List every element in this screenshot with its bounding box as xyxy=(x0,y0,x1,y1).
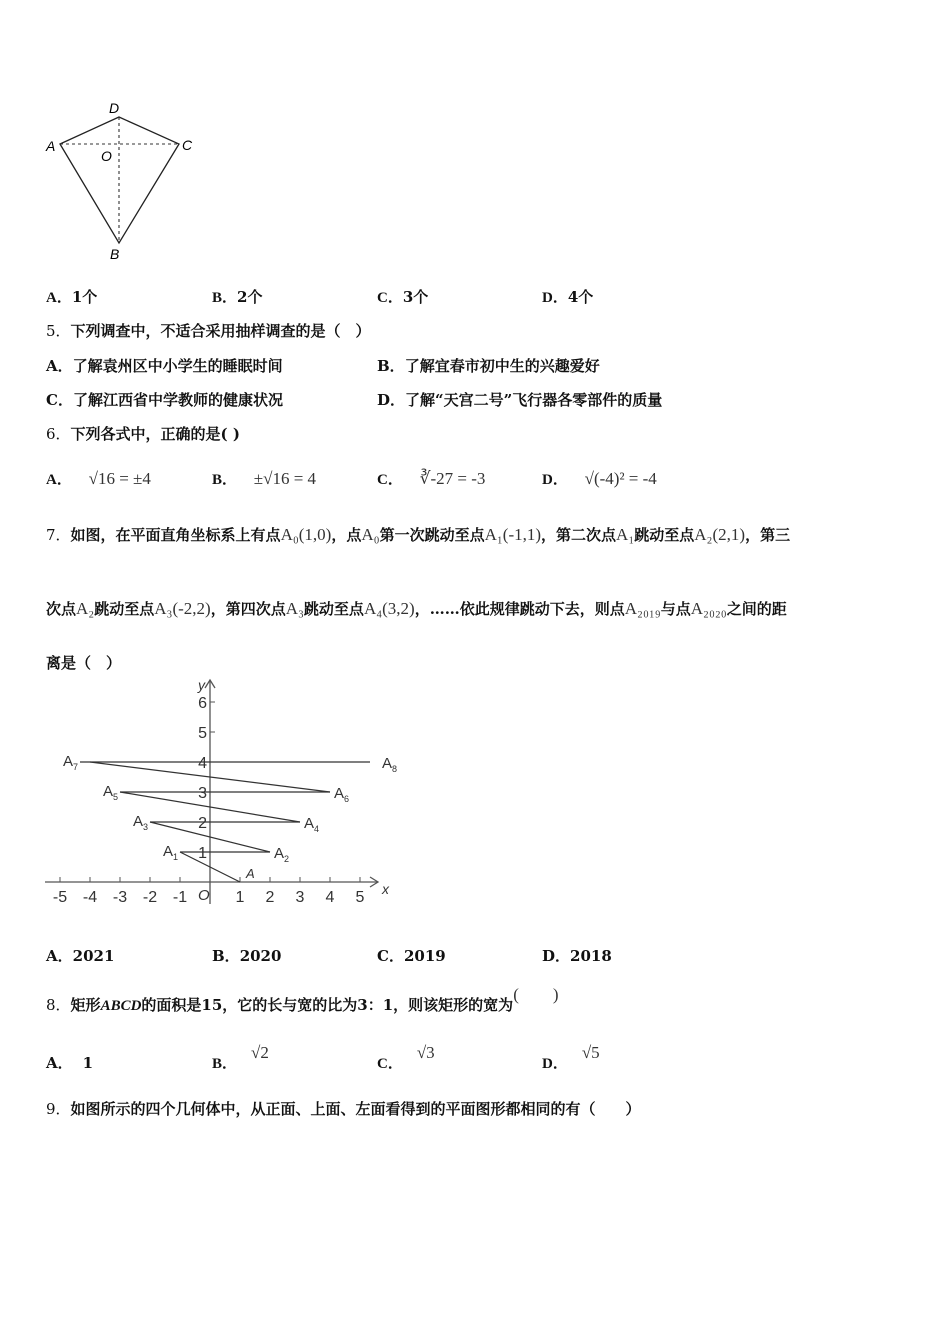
point-label: $A_3$ xyxy=(132,813,148,832)
q7-text: 第一次跳动至点 xyxy=(379,526,485,544)
question-number: 5． xyxy=(46,322,71,340)
option-formula: √16 = ±4 xyxy=(88,469,151,488)
q4-option-d[interactable] xyxy=(542,286,593,307)
q7-text: 跳动至点 xyxy=(634,526,695,544)
q4-option-c[interactable] xyxy=(377,286,428,307)
x-tick-label: 2 xyxy=(265,889,275,906)
q7-text: 与点 xyxy=(660,600,691,618)
x-tick-label: -1 xyxy=(172,889,188,906)
option-formula: √(-4)² = -4 xyxy=(584,469,657,488)
option-text: 3个 xyxy=(402,288,429,306)
origin-label: O xyxy=(198,887,210,904)
q6-option-b[interactable] xyxy=(212,468,316,489)
q7-text: ，……依此规律跳动下去，则点 xyxy=(414,600,625,618)
option-text: 1 xyxy=(82,1054,94,1072)
q7-point: A₂ xyxy=(76,599,95,618)
point-label: $A_1$ xyxy=(162,843,178,862)
option-letter: C． xyxy=(377,290,403,306)
q7-jump-chart xyxy=(40,672,400,912)
option-letter: A． xyxy=(46,947,73,965)
option-letter: C． xyxy=(377,1056,403,1072)
question-text: 下列调查中，不适合采用抽样调查的是（ ） xyxy=(70,322,371,340)
q5-option-a[interactable] xyxy=(46,355,283,376)
q7-line-3 xyxy=(46,652,121,673)
y-axis-label: y xyxy=(198,677,205,693)
y-tick-label: 2 xyxy=(198,815,207,832)
option-text: 2020 xyxy=(239,947,282,965)
y-tick-label: 3 xyxy=(198,785,207,802)
kite-label-c: C xyxy=(182,137,193,153)
q7-text: 跳动至点 xyxy=(94,600,155,618)
x-tick-label: -2 xyxy=(142,889,158,906)
q7-text: 如图，在平面直角坐标系上有点 xyxy=(70,526,281,544)
q7-point: A₁ xyxy=(616,525,635,544)
option-formula: √5 xyxy=(581,1043,600,1062)
point-label: $A_8$ xyxy=(382,755,398,774)
option-letter: D． xyxy=(542,472,568,488)
x-tick-label: -4 xyxy=(82,889,98,906)
y-tick-label: 6 xyxy=(198,695,207,712)
q4-option-b[interactable] xyxy=(212,286,262,307)
q7-text: ，第二次点 xyxy=(541,526,617,544)
q6-stem xyxy=(46,423,240,444)
option-formula: ∛-27 = -3 xyxy=(419,469,486,488)
q7-point: A₀(1,0) xyxy=(280,525,332,544)
x-tick-label: 3 xyxy=(295,889,305,906)
q8-stem xyxy=(46,985,559,1015)
q7-text: 之间的距 xyxy=(726,600,787,618)
q6-option-c[interactable] xyxy=(377,468,485,489)
option-formula: √2 xyxy=(251,1043,269,1062)
q8-option-a[interactable] xyxy=(46,1052,93,1073)
option-text: 2018 xyxy=(570,947,612,965)
option-letter: D． xyxy=(377,391,406,409)
q5-option-d[interactable] xyxy=(377,389,662,410)
option-letter: B． xyxy=(212,947,240,965)
q5-stem xyxy=(46,320,371,341)
x-tick-label: 5 xyxy=(355,889,365,906)
q7-text: 跳动至点 xyxy=(303,600,364,618)
option-text: 2021 xyxy=(72,947,115,965)
q7-point: A₄(3,2) xyxy=(363,599,415,618)
option-formula: √3 xyxy=(416,1043,435,1062)
option-letter: B． xyxy=(212,290,238,306)
option-letter: C． xyxy=(377,947,404,965)
q7-option-c[interactable] xyxy=(377,945,446,966)
rectangle-name: ABCD xyxy=(100,998,142,1014)
kite-label-b: B xyxy=(110,246,120,262)
q7-point: A₂₀₂₀ xyxy=(690,599,727,618)
q7-text: 离是（ ） xyxy=(46,654,122,672)
q7-point: A₁(-1,1) xyxy=(484,525,542,544)
q8-option-c[interactable] xyxy=(377,1043,435,1073)
q7-line-2 xyxy=(46,598,787,619)
q7-line-1 xyxy=(46,524,790,545)
question-number: 6． xyxy=(46,425,71,443)
q7-point: A₃(-2,2) xyxy=(154,599,211,618)
point-label: $A_2$ xyxy=(274,845,290,864)
q7-text: ，第四次点 xyxy=(210,600,286,618)
question-number: 9． xyxy=(46,1100,71,1118)
option-text: 了解江西省中学教师的健康状况 xyxy=(72,391,283,409)
option-letter: B． xyxy=(212,1056,238,1072)
q8-option-b[interactable] xyxy=(212,1043,269,1073)
q7-option-a[interactable] xyxy=(46,945,114,966)
option-text: 4个 xyxy=(567,288,594,306)
option-letter: C． xyxy=(46,391,73,409)
point-label: $A_6$ xyxy=(334,785,350,804)
q7-text: ，点 xyxy=(331,526,362,544)
option-text: 2019 xyxy=(403,947,446,965)
question-text: 下列各式中，正确的是( ) xyxy=(70,425,240,443)
option-text: 了解“天宫二号”飞行器各零部件的质量 xyxy=(405,391,663,409)
kite-figure xyxy=(40,95,210,265)
option-letter: A． xyxy=(46,357,73,375)
y-tick-label: 4 xyxy=(198,755,207,772)
q7-point: A₃ xyxy=(285,599,304,618)
q7-option-d[interactable] xyxy=(542,945,612,966)
q5-option-c[interactable] xyxy=(46,389,283,410)
q7-text: ，第三 xyxy=(745,526,791,544)
y-tick-label: 1 xyxy=(198,845,207,862)
option-text: 2个 xyxy=(237,288,263,306)
answer-paren: ( ) xyxy=(513,985,559,1004)
x-tick-label: -5 xyxy=(52,889,68,906)
q8-option-d[interactable] xyxy=(542,1043,600,1073)
q5-option-b[interactable] xyxy=(377,355,600,376)
q7-option-b[interactable] xyxy=(212,945,281,966)
kite-label-a: A xyxy=(46,138,56,154)
option-letter: D． xyxy=(542,947,571,965)
question-text: 的面积是15，它的长与宽的比为3：1，则该矩形的宽为 xyxy=(141,996,514,1014)
option-formula: ±√16 = 4 xyxy=(253,469,317,488)
option-text: 1个 xyxy=(71,288,98,306)
q7-point: A₂₀₁₉ xyxy=(624,599,661,618)
q4-option-a[interactable] xyxy=(46,286,97,307)
x-tick-label: 1 xyxy=(235,889,245,906)
option-text: 了解袁州区中小学生的睡眠时间 xyxy=(72,357,283,375)
question-number: 8． xyxy=(46,996,71,1014)
option-letter: A． xyxy=(46,472,72,488)
option-letter: A． xyxy=(46,290,72,306)
option-letter: B． xyxy=(377,357,405,375)
q6-option-d[interactable] xyxy=(542,468,657,489)
x-tick-label: -3 xyxy=(112,889,128,906)
q7-text: 次点 xyxy=(46,600,77,618)
point-label: $A_4$ xyxy=(304,815,320,834)
q6-option-a[interactable] xyxy=(46,468,151,489)
q7-point: A₀ xyxy=(361,525,380,544)
q7-point: A₂(2,1) xyxy=(694,525,746,544)
y-tick-label: 5 xyxy=(198,725,207,742)
x-axis-label: x xyxy=(382,881,389,897)
question-number: 7． xyxy=(46,526,71,544)
point-label: A xyxy=(246,866,255,881)
question-text: 如图所示的四个几何体中，从正面、上面、左面看得到的平面图形都相同的有（ ） xyxy=(70,1100,641,1118)
question-text: 矩形 xyxy=(70,996,101,1014)
kite-label-d: D xyxy=(109,100,120,116)
kite-label-o: O xyxy=(101,148,112,164)
option-letter: D． xyxy=(542,290,568,306)
option-letter: A． xyxy=(46,1054,73,1072)
option-text: 了解宜春市初中生的兴趣爱好 xyxy=(404,357,600,375)
option-letter: C． xyxy=(377,472,403,488)
option-letter: D． xyxy=(542,1056,568,1072)
point-label: $A_5$ xyxy=(102,783,118,802)
x-tick-label: 4 xyxy=(325,889,335,906)
point-label: $A_7$ xyxy=(62,753,78,772)
option-letter: B． xyxy=(212,472,238,488)
q9-stem xyxy=(46,1098,641,1119)
